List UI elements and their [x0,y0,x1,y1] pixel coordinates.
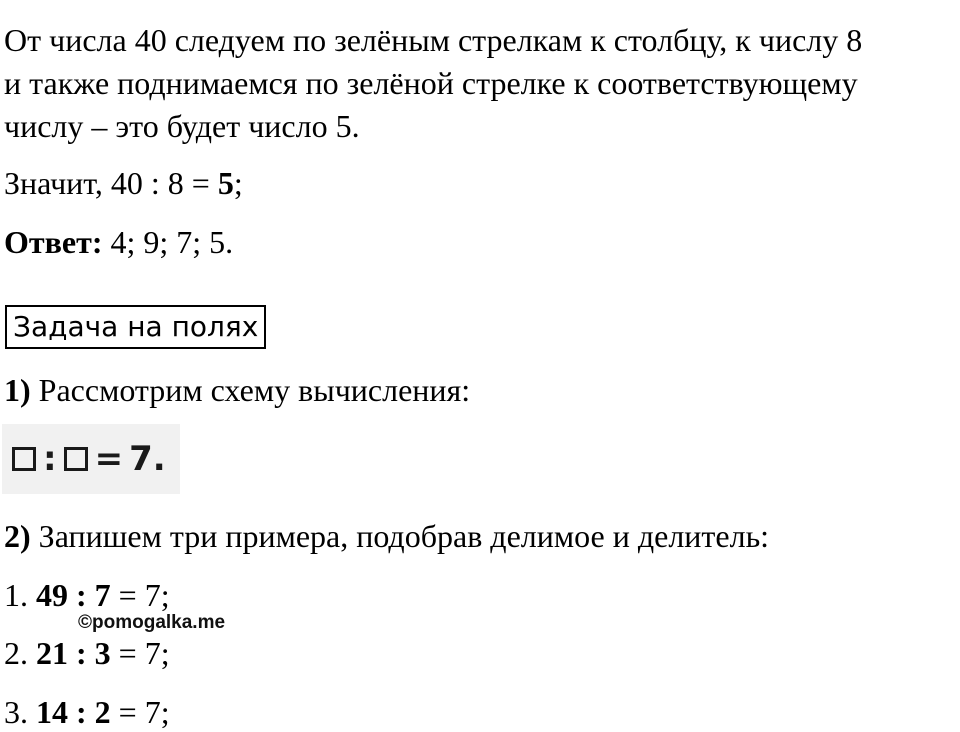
step2-text: Запишем три примера, подобрав делимое и делитель: [30,518,770,554]
scheme-operator: : [43,439,57,479]
example-number: 1. [4,577,36,613]
example-number: 2. [4,635,36,671]
empty-box-divisor [64,447,88,471]
conclusion-suffix: ; [233,165,243,201]
conclusion-line [4,163,243,203]
step1-line [4,370,470,410]
scheme-equals: = [94,439,124,479]
step1-label: 1) [4,372,31,408]
conclusion-value: 5 [217,165,234,201]
example-expression: 14 : 2 [36,694,111,730]
example-2 [4,633,170,673]
step2-label: 2) [4,518,31,554]
example-expression: 49 : 7 [36,577,111,613]
example-number: 3. [4,694,36,730]
example-3 [4,692,170,732]
watermark: ©pomogalka.me [78,612,226,633]
paragraph-line-1: От числа 40 следуем по зелёным стрелкам к столбцу, к числу 8 [4,22,863,58]
answer-text: 4; 9; 7; 5. [102,224,234,260]
task-box: Задача на полях [5,305,266,349]
example-result: = 7; [110,635,170,671]
paragraph-line-3: числу – это будет число 5. [4,108,360,144]
answer-line [4,222,233,262]
example-expression: 21 : 3 [36,635,111,671]
step1-text: Рассмотрим схему вычисления: [30,372,471,408]
scheme-result: 7. [129,439,166,479]
calculation-scheme [2,424,180,494]
example-result: = 7; [110,694,170,730]
step2-line [4,516,769,556]
example-1 [4,575,170,615]
empty-box-dividend [12,447,36,471]
answer-label: Ответ: [4,224,103,260]
conclusion-prefix: Значит, 40 : 8 = [4,165,218,201]
paragraph-line-2: и также поднимаемся по зелёной стрелке к соответствующему [4,65,858,101]
example-result: = 7; [110,577,170,613]
